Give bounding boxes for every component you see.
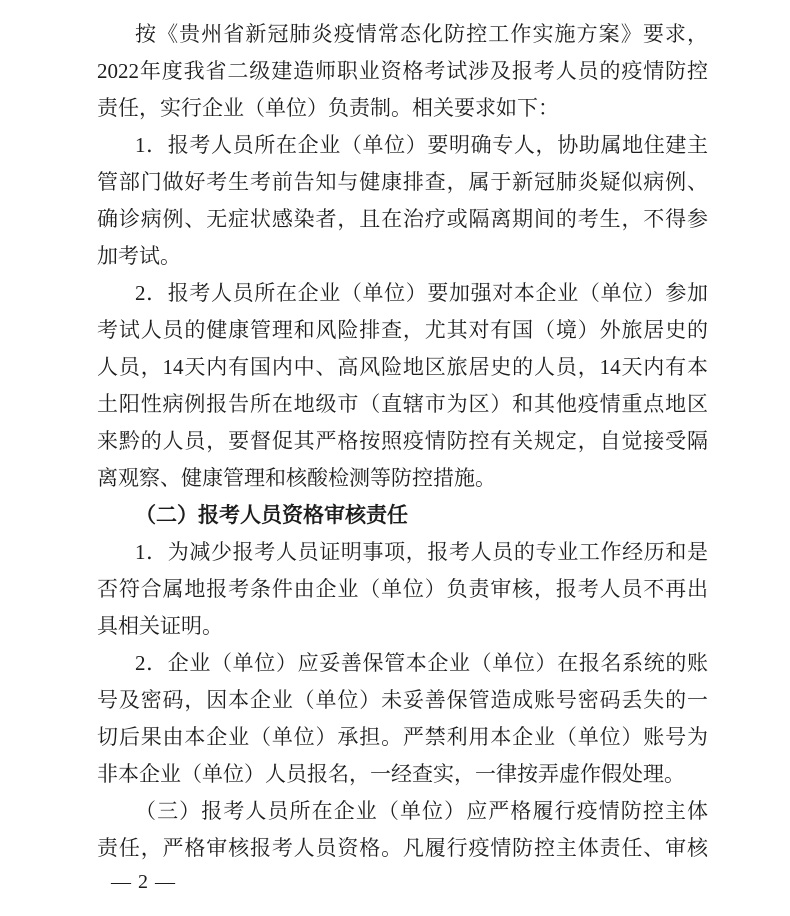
text-line: 2022年度我省二级建造师职业资格考试涉及报考人员的疫情防控 [97,59,708,83]
text-line: 1．报考人员所在企业（单位）要明确专人，协助属地住建主 [135,133,708,157]
text-line: 离观察、健康管理和核酸检测等防控措施。 [97,466,496,490]
text-line: 确诊病例、无症状感染者，且在治疗或隔离期间的考生，不得参 [97,207,708,231]
text-line: 管部门做好考生考前告知与健康排查，属于新冠肺炎疑似病例、 [97,170,708,194]
text-line: 非本企业（单位）人员报名，一经查实，一律按弄虚作假处理。 [97,762,685,786]
text-line: 2．企业（单位）应妥善保管本企业（单位）在报名系统的账 [135,651,708,675]
text-line: 人员，14天内有国内中、高风险地区旅居史的人员，14天内有本 [97,355,708,379]
text-line: 来黔的人员，要督促其严格按照疫情防控有关规定，自觉接受隔 [97,429,708,453]
text-line: 责任，实行企业（单位）负责制。相关要求如下： [97,96,559,120]
text-line: 按《贵州省新冠肺炎疫情常态化防控工作实施方案》要求， [135,22,708,46]
text-line: 号及密码，因本企业（单位）未妥善保管造成账号密码丢失的一 [97,688,708,712]
document-lines [97,16,708,867]
text-line: 1．为减少报考人员证明事项，报考人员的专业工作经历和是 [135,540,708,564]
page-number: — 2 — [111,871,176,893]
text-line: 考试人员的健康管理和风险排查，尤其对有国（境）外旅居史的 [97,318,708,342]
text-line: 切后果由本企业（单位）承担。严禁利用本企业（单位）账号为 [97,725,708,749]
section-heading: （二）报考人员资格审核责任 [135,503,408,527]
text-line: 具相关证明。 [97,614,223,638]
text-line: 土阳性病例报告所在地级市（直辖市为区）和其他疫情重点地区 [97,392,708,416]
text-line: 加考试。 [97,244,181,268]
text-line: 责任，严格审核报考人员资格。凡履行疫情防控主体责任、审核 [97,836,708,860]
text-line: 否符合属地报考条件由企业（单位）负责审核，报考人员不再出 [97,577,708,601]
text-line: （三）报考人员所在企业（单位）应严格履行疫情防控主体 [135,799,708,823]
text-line: 2．报考人员所在企业（单位）要加强对本企业（单位）参加 [135,281,708,305]
